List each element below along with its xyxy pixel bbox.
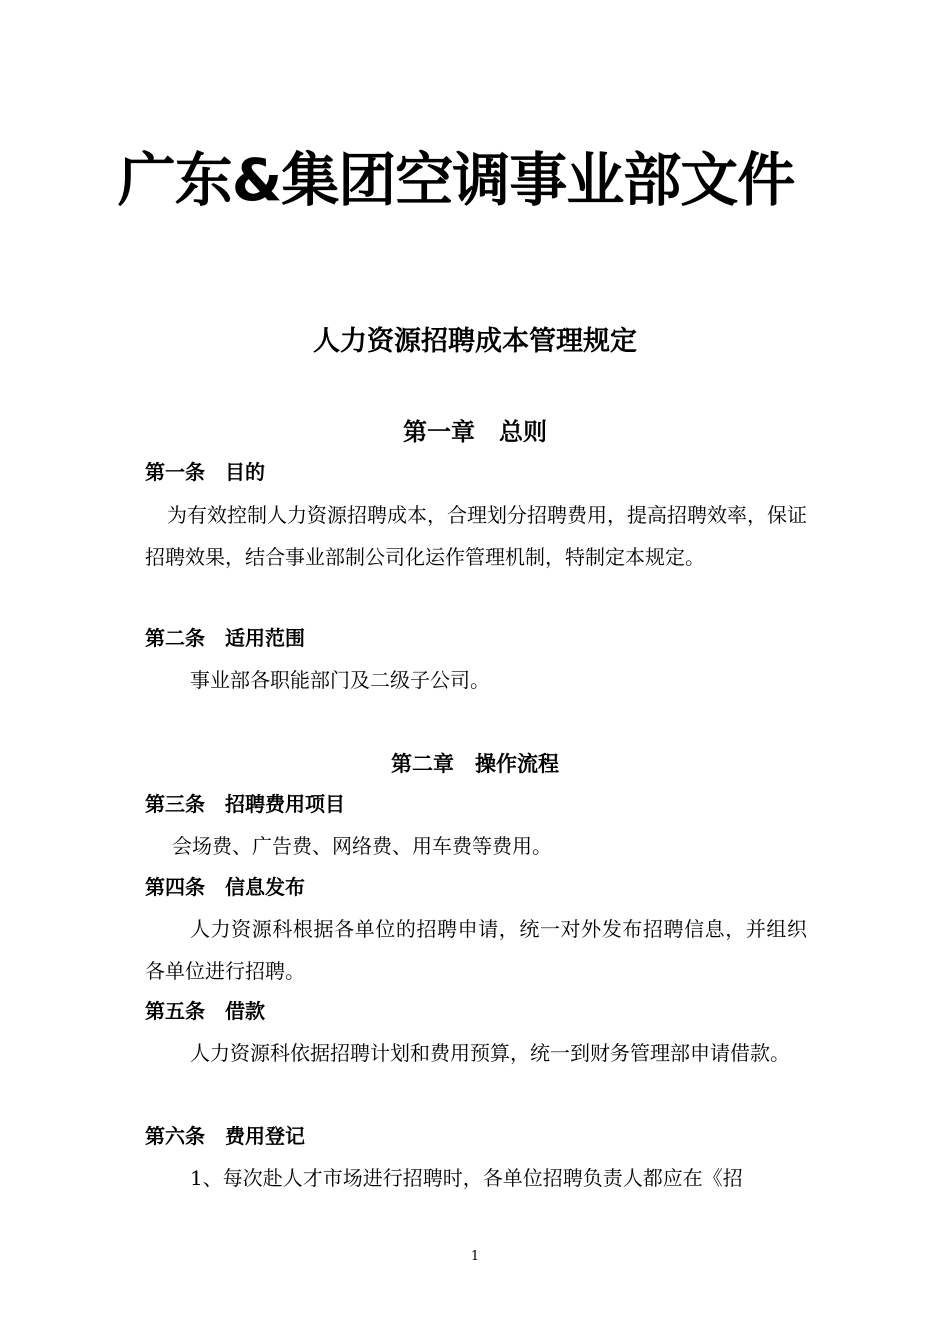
chapter-heading-2: 第二章 操作流程	[391, 752, 559, 776]
article-body-1: 为有效控制人力资源招聘成本，合理划分招聘费用，提高招聘效率，保证招聘效果，结合事业部制公司化运作管理机制，特制定本规定。	[145, 503, 807, 569]
page-number: 1	[470, 1249, 480, 1264]
article-body-4: 人力资源科根据各单位的招聘申请，统一对外发布招聘信息，并组织各单位进行招聘。	[145, 917, 807, 983]
article-body-2: 事业部各职能部门及二级子公司。	[190, 668, 490, 692]
article-body-5: 人力资源科依据招聘计划和费用预算，统一到财务管理部申请借款。	[190, 1041, 790, 1065]
article-heading-3: 第三条 招聘费用项目	[145, 792, 345, 816]
article-heading-5: 第五条 借款	[145, 999, 265, 1023]
article-heading-6: 第六条 费用登记	[145, 1124, 305, 1148]
article-heading-4: 第四条 信息发布	[145, 875, 305, 899]
article-heading-1: 第一条 目的	[145, 460, 265, 484]
article-heading-2: 第二条 适用范围	[145, 626, 305, 650]
chapter-heading-1: 第一章 总则	[403, 418, 547, 446]
document-header-title: 广东&集团空调事业部文件	[117, 146, 795, 214]
article-body-6: 1、每次赴人才市场进行招聘时，各单位招聘负责人都应在《招	[190, 1166, 743, 1190]
document-title: 人力资源招聘成本管理规定	[313, 326, 637, 357]
article-body-3: 会场费、广告费、网络费、用车费等费用。	[172, 834, 552, 858]
